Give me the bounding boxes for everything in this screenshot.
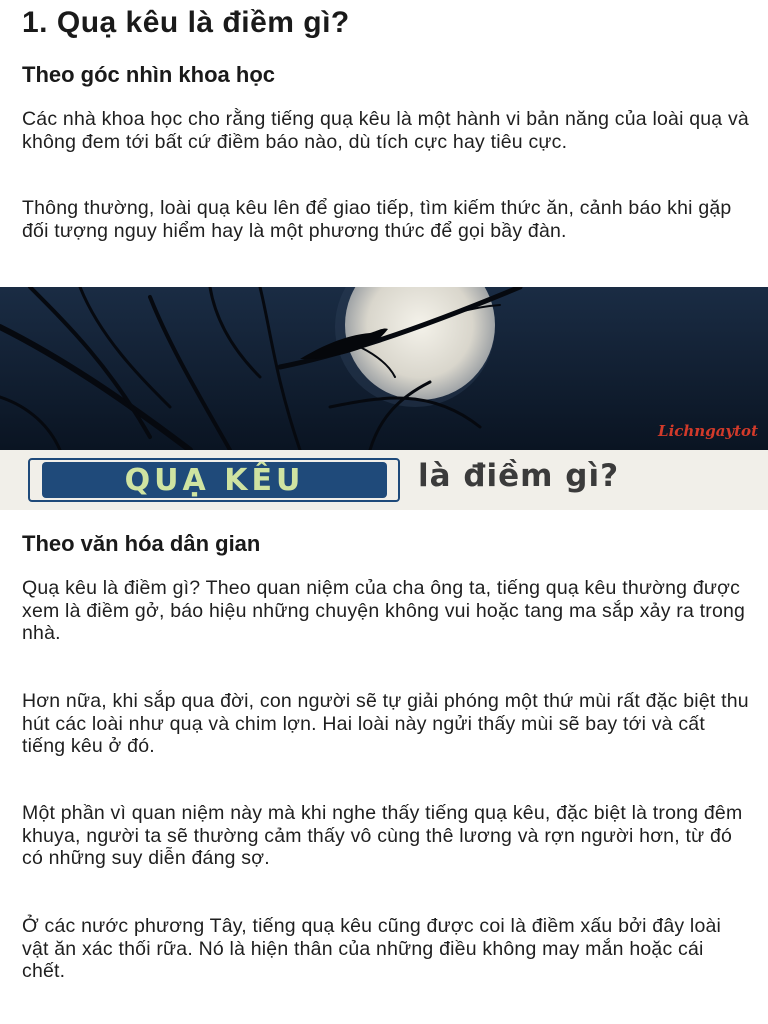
image-caption-banner (0, 450, 768, 510)
site-watermark: Lichngaytot (658, 422, 758, 440)
paragraph-folk-3: Một phần vì quan niệm này mà khi nghe thấy tiếng quạ kêu, đặc biệt là trong đêm khuya, người ta sẽ thường cảm thấy vô cùng thê lương và rợn người hơn, từ đó có những suy diễn đáng sợ. (22, 802, 743, 869)
page-title: 1. Quạ kêu là điềm gì? (22, 6, 350, 39)
banner-highlight (42, 462, 387, 498)
paragraph-folk-2: Hơn nữa, khi sắp qua đời, con người sẽ tự giải phóng một thứ mùi rất đặc biệt thu hút các loài như quạ và chim lợn. Hai loài này ngửi thấy mùi sẽ bay tới và cất tiếng kêu ở đó. (22, 690, 749, 757)
section-heading-folk: Theo văn hóa dân gian (22, 531, 261, 556)
paragraph-science-1: Các nhà khoa học cho rằng tiếng quạ kêu là một hành vi bản năng của loài quạ và không đem tới bất cứ điềm báo nào, dù tích cực hay tiêu cực. (22, 108, 749, 153)
section-heading-science: Theo góc nhìn khoa học (22, 62, 275, 87)
paragraph-folk-4: Ở các nước phương Tây, tiếng quạ kêu cũng được coi là điềm xấu bởi đây loài vật ăn xác thối rữa. Nó là hiện thân của những điều không may mắn hoặc cái chết. (22, 915, 722, 982)
night-scene-illustration (0, 287, 768, 450)
paragraph-folk-1: Quạ kêu là điềm gì? Theo quan niệm của cha ông ta, tiếng quạ kêu thường được xem là điềm gở, báo hiệu những chuyện không vui hoặc tang ma sắp xảy ra trong nhà. (22, 577, 746, 644)
crow-moon-image (0, 287, 768, 450)
banner-rest-text: là điềm gì? (418, 458, 620, 494)
banner-highlight-text: QUẠ KÊU (124, 462, 305, 498)
paragraph-science-2: Thông thường, loài quạ kêu lên để giao tiếp, tìm kiếm thức ăn, cảnh báo khi gặp đối tượng nguy hiểm hay là một phương thức để gọi bầy đàn. (22, 197, 732, 242)
